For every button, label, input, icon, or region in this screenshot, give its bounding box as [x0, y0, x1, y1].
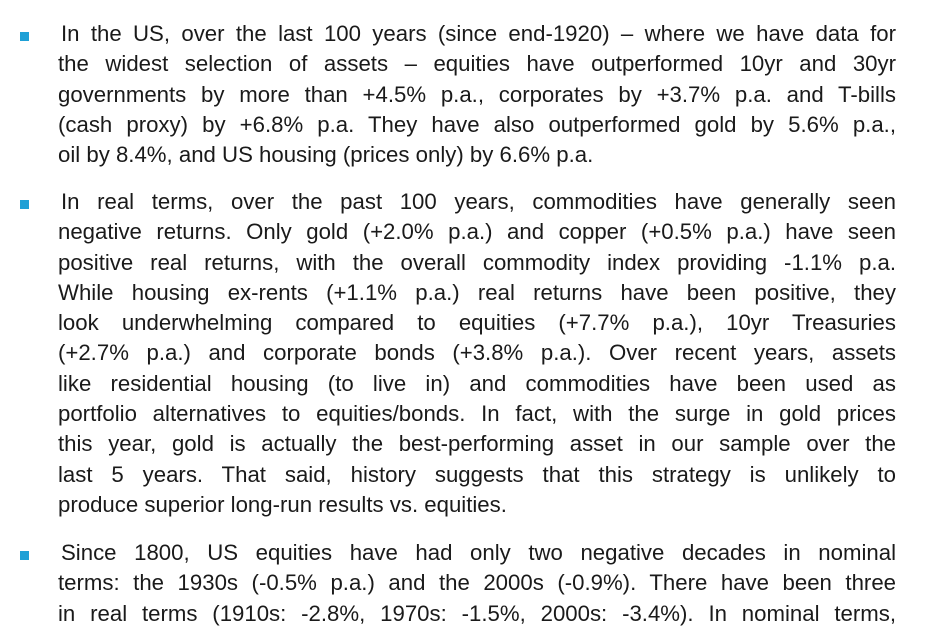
- text-line: In the US, over the last 100 years (since end-1920) – where we have data for: [61, 21, 896, 46]
- text-line: positive real returns, with the overall commodity index providing -1.1% p.a.: [58, 249, 896, 275]
- text-line: look underwhelming compared to equities (+7.7% p.a.), 10yr Treasuries: [58, 310, 896, 336]
- text-line: (+2.7% p.a.) and corporate bonds (+3.8% p.a.). Over recent years, assets: [58, 340, 896, 366]
- text-line: negative returns. Only gold (+2.0% p.a.) and copper (+0.5% p.a.) have seen: [58, 219, 896, 245]
- text-line: portfolio alternatives to equities/bonds. In fact, with the surge in gold prices: [58, 401, 896, 427]
- paragraph-text: [58, 538, 896, 629]
- square-bullet-icon: [20, 32, 29, 41]
- paragraph-text: [58, 19, 896, 170]
- text-line: the widest selection of assets – equities have outperformed 10yr and 30yr: [58, 51, 896, 77]
- text-line: like residential housing (to live in) and commodities have been used as: [58, 370, 896, 396]
- text-line: last 5 years. That said, history suggests that this strategy is unlikely to: [58, 461, 896, 487]
- text-line: oil by 8.4%, and US housing (prices only) by 6.6% p.a.: [58, 142, 594, 168]
- text-line: In real terms, over the past 100 years, commodities have generally seen: [61, 189, 896, 214]
- text-line: in real terms (1910s: -2.8%, 1970s: -1.5%, 2000s: -3.4%). In nominal terms,: [58, 600, 896, 626]
- text-line: this year, gold is actually the best-performing asset in our sample over the: [58, 431, 896, 457]
- text-line: produce superior long-run results vs. equities.: [58, 491, 507, 517]
- text-line: (cash proxy) by +6.8% p.a. They have also outperformed gold by 5.6% p.a.,: [58, 111, 896, 137]
- text-line: While housing ex-rents (+1.1% p.a.) real returns have been positive, they: [58, 279, 896, 305]
- text-line: governments by more than +4.5% p.a., corporates by +3.7% p.a. and T-bills: [58, 81, 896, 107]
- text-line: terms: the 1930s (-0.5% p.a.) and the 2000s (-0.9%). There have been three: [58, 570, 896, 596]
- square-bullet-icon: [20, 200, 29, 209]
- paragraph-text: [58, 187, 896, 520]
- text-line: Since 1800, US equities have had only two negative decades in nominal: [61, 540, 896, 565]
- square-bullet-icon: [20, 551, 29, 560]
